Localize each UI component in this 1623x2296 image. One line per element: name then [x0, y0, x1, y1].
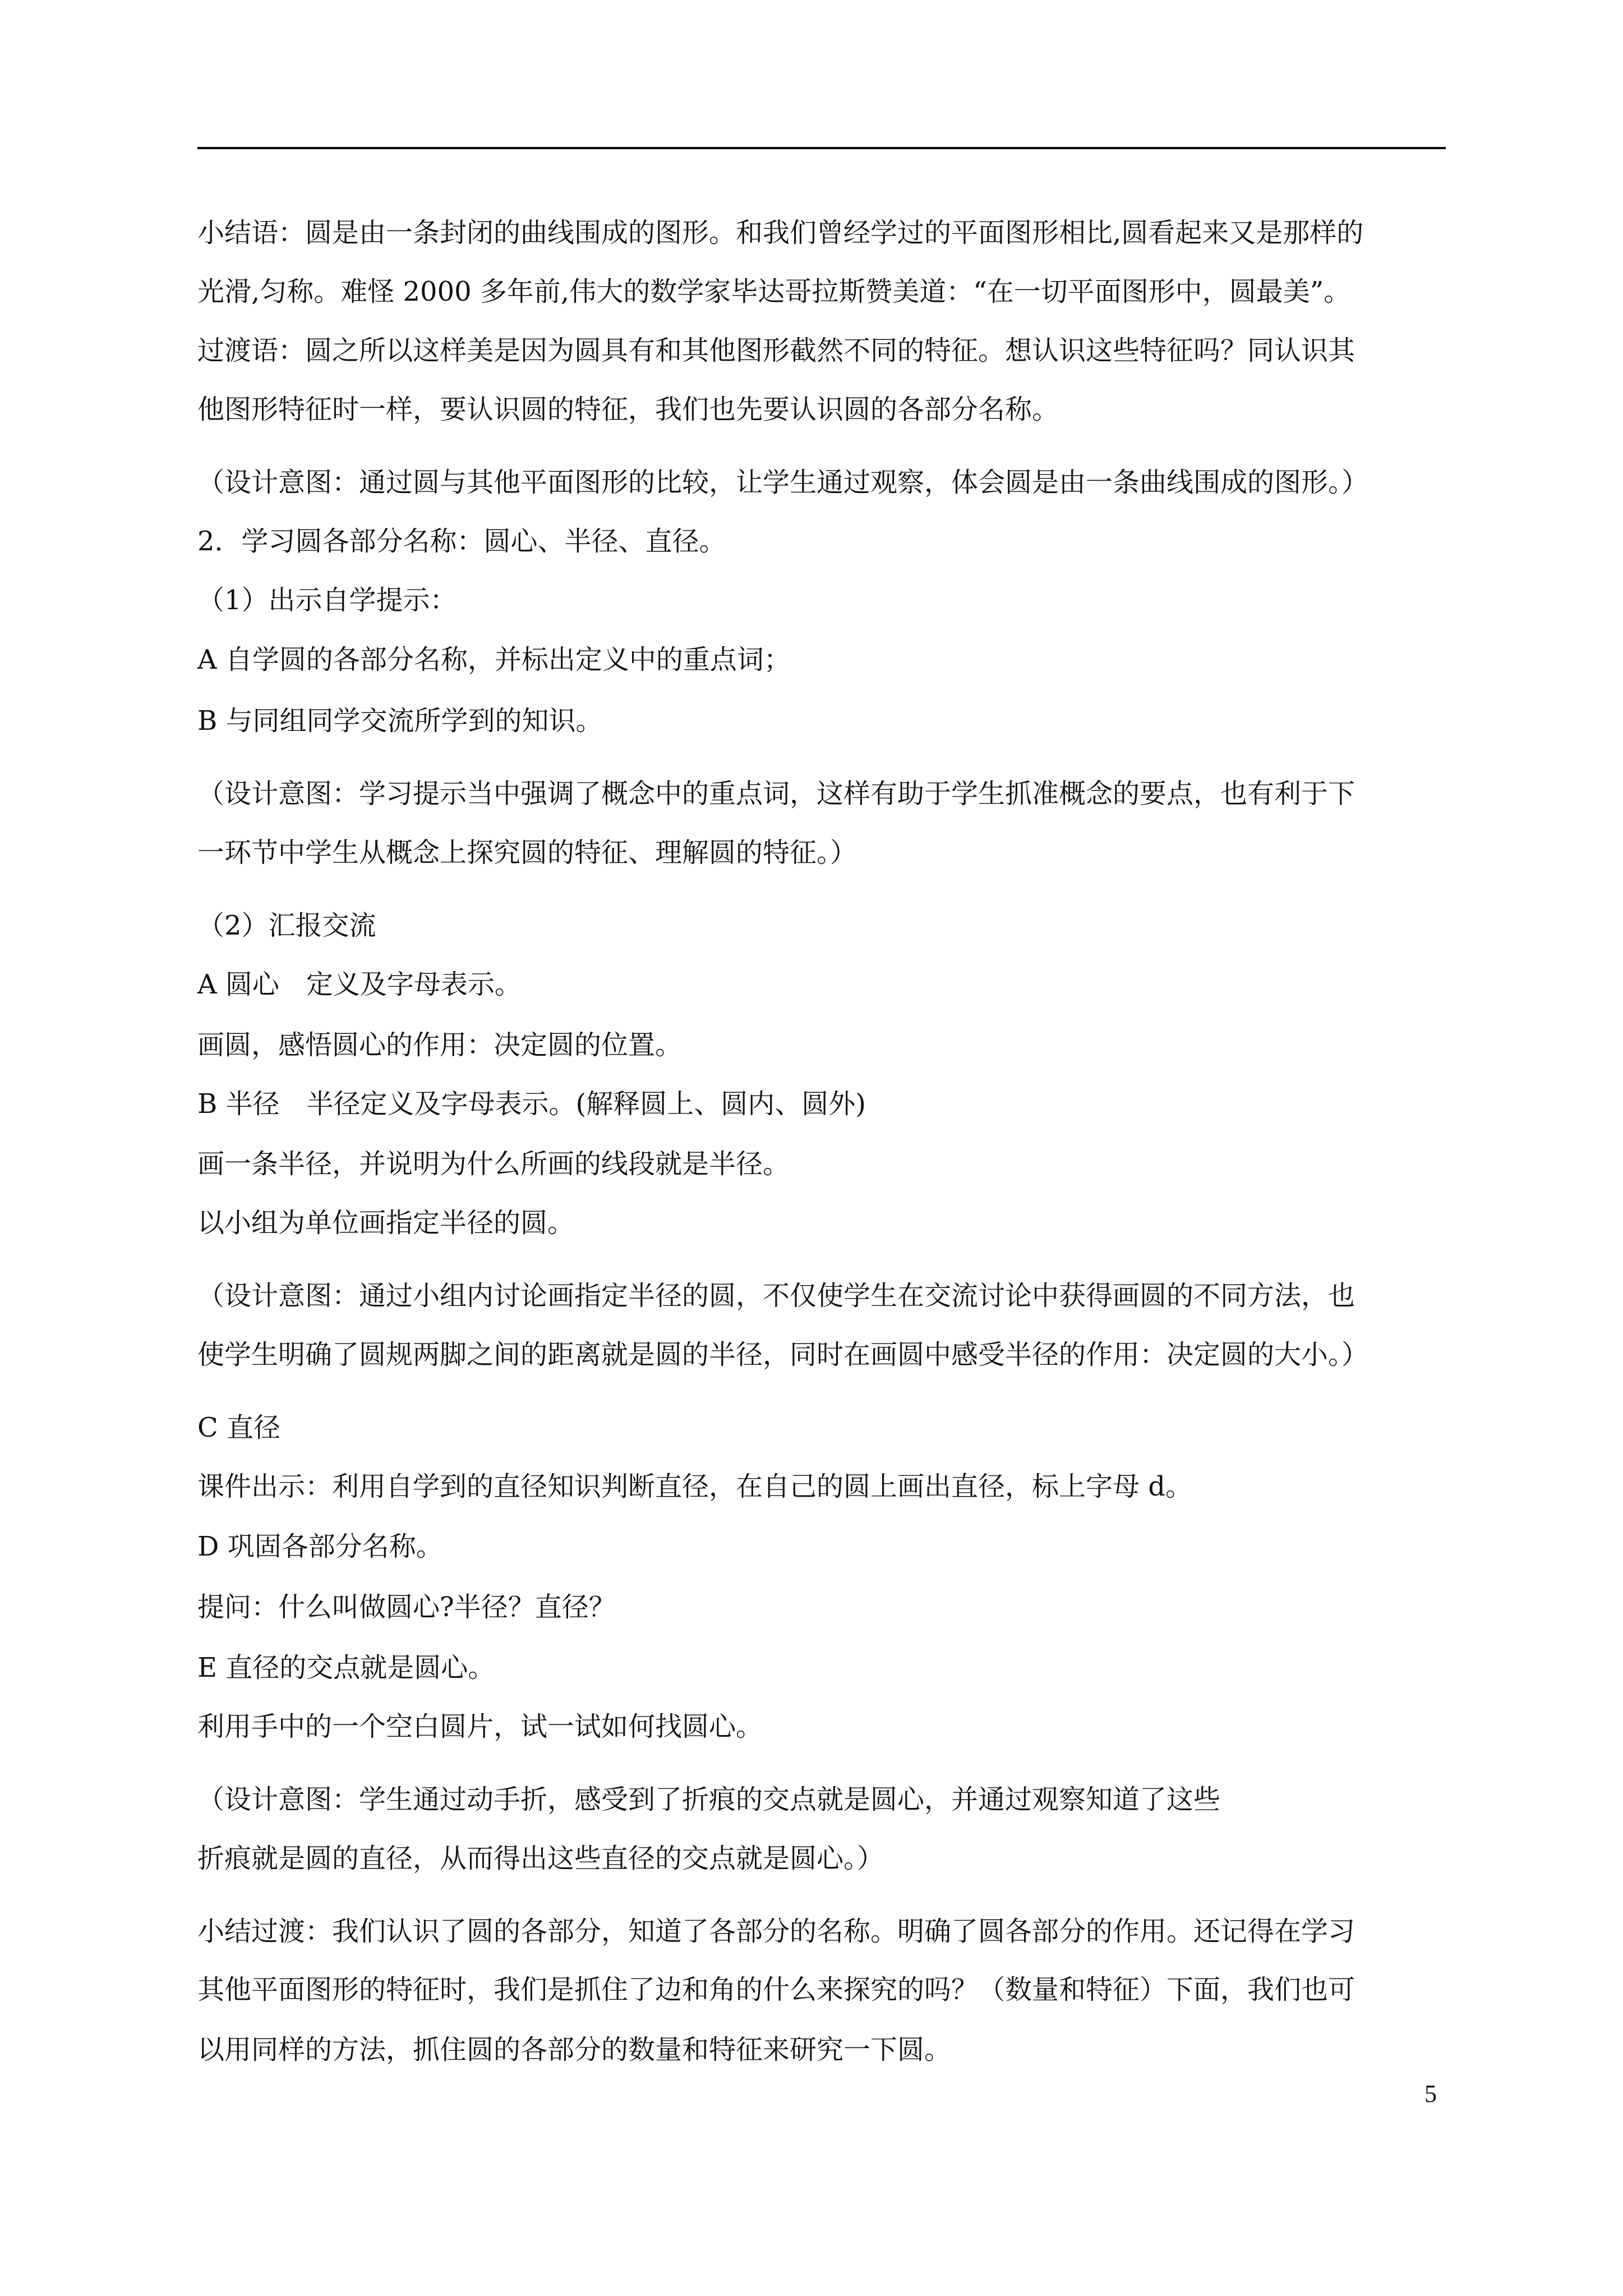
page-number: 5	[1424, 2080, 1437, 2108]
text-line: 2．学习圆各部分名称：圆心、半径、直径。	[197, 526, 726, 557]
text-line: （设计意图：学生通过动手折，感受到了折痕的交点就是圆心，并通过观察知道了这些	[197, 1784, 1221, 1815]
text-line: （设计意图：通过圆与其他平面图形的比较，让学生通过观察，体会圆是由一条曲线围成的图形。）	[197, 467, 1369, 498]
text-line: 折痕就是圆的直径，从而得出这些直径的交点就是圆心。）	[197, 1843, 884, 1874]
text-line: 小结过渡：我们认识了圆的各部分，知道了各部分的名称。明确了圆各部分的作用。还记得在学习	[197, 1916, 1355, 1947]
text-line: 光滑,匀称。难怪 2000 多年前,伟大的数学家毕达哥拉斯赞美道：“在一切平面图形中，圆最美”。	[197, 276, 1351, 307]
text-line: 使学生明确了圆规两脚之间的距离就是圆的半径，同时在画圆中感受半径的作用：决定圆的大小。）	[197, 1339, 1369, 1370]
text-line: 其他平面图形的特征时，我们是抓住了边和角的什么来探究的吗？（数量和特征）下面，我们也可	[197, 1974, 1355, 2005]
text-line: B 半径 半径定义及字母表示。(解释圆上、圆内、圆外)	[197, 1088, 866, 1120]
text-line: 一环节中学生从概念上探究圆的特征、理解圆的特征。）	[197, 837, 857, 868]
text-line: （设计意图：通过小组内讨论画指定半径的圆，不仅使学生在交流讨论中获得画圆的不同方法，也	[197, 1280, 1355, 1312]
text-line: 过渡语：圆之所以这样美是因为圆具有和其他图形截然不同的特征。想认识这些特征吗？同认识其	[197, 335, 1355, 366]
text-line: 课件出示：利用自学到的直径知识判断直径，在自己的圆上画出直径，标上字母 d。	[197, 1471, 1192, 1502]
text-line: B 与同组同学交流所学到的知识。	[197, 705, 603, 737]
text-line: C 直径	[197, 1412, 280, 1443]
text-line: D 巩固各部分名称。	[197, 1531, 443, 1562]
text-line: （1）出示自学提示：	[197, 585, 457, 616]
text-line: 利用手中的一个空白圆片，试一试如何找圆心。	[197, 1711, 763, 1742]
text-line: （2）汇报交流	[197, 910, 376, 941]
text-line: E 直径的交点就是圆心。	[197, 1652, 495, 1683]
text-line: （设计意图：学习提示当中强调了概念中的重点词，这样有助于学生抓准概念的要点，也有利于下	[197, 778, 1355, 809]
text-line: A 圆心 定义及字母表示。	[197, 969, 522, 1000]
text-line: 以用同样的方法，抓住圆的各部分的数量和特征来研究一下圆。	[197, 2034, 952, 2065]
text-line: 画圆，感悟圆心的作用：决定圆的位置。	[197, 1029, 683, 1061]
text-line: A 自学圆的各部分名称，并标出定义中的重点词；	[197, 644, 791, 675]
text-line: 以小组为单位画指定半径的圆。	[197, 1207, 575, 1239]
text-line: 小结语：圆是由一条封闭的曲线围成的图形。和我们曾经学过的平面图形相比,圆看起来又是那样的	[197, 217, 1364, 249]
text-line: 画一条半径，并说明为什么所画的线段就是半径。	[197, 1148, 790, 1180]
text-line: 他图形特征时一样，要认识圆的特征，我们也先要认识圆的各部分名称。	[197, 394, 1059, 425]
text-line: 提问：什么叫做圆心?半径？直径？	[197, 1591, 616, 1623]
